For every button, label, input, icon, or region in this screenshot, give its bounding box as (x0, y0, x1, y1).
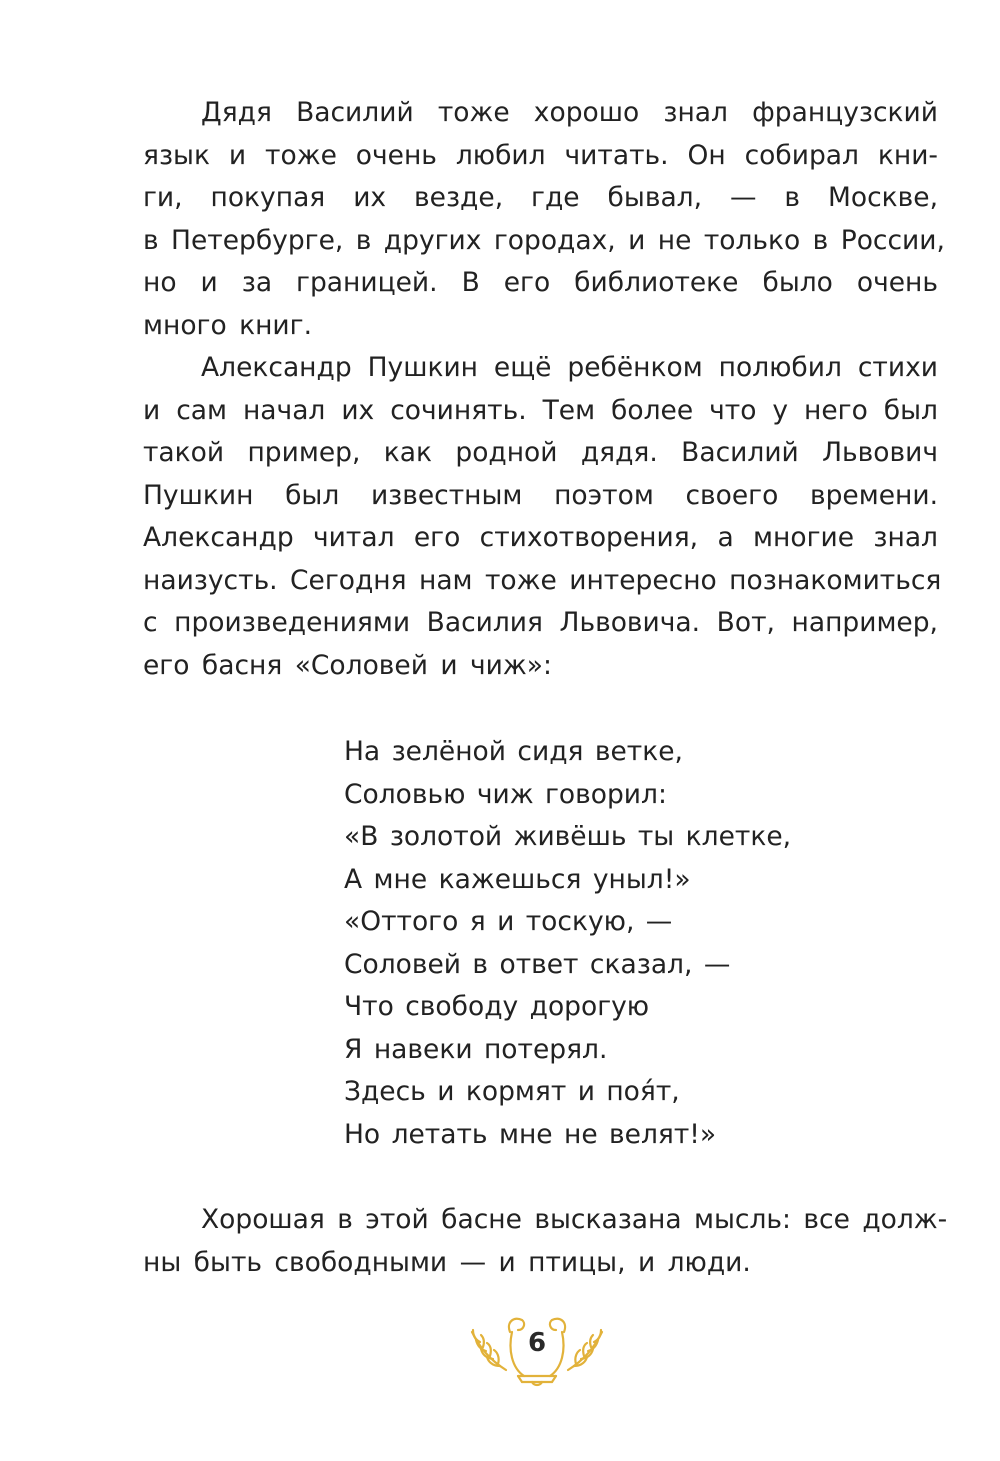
text-line: ги, покупая их везде, где бывал, — в Москве, (143, 182, 938, 213)
text-line: с произведениями Василия Львовича. Вот, например, (143, 607, 938, 638)
page-number-ornament (462, 1310, 612, 1390)
poem-nightingale-and-siskin (344, 731, 791, 1156)
text-line: и сам начал их сочинять. Тем более что у него был (143, 394, 938, 426)
poem-line: А мне кажешься уныл!» (344, 863, 691, 895)
text-line: Хорошая в этой басне высказана мысль: все долж- (201, 1204, 948, 1235)
poem-line: На зелёной сидя ветке, (344, 736, 683, 767)
text-line: в Петербурге, в других городах, и не только в России, (143, 224, 945, 256)
poem-line: «Оттого я и тоскую, — (344, 906, 673, 937)
page-number: 6 (527, 1328, 547, 1358)
text-line: ны быть свободными — и птицы, и люди. (143, 1246, 751, 1278)
poem-line: Но летать мне не велят!» (344, 1118, 717, 1150)
text-line: Александр Пушкин ещё ребёнком полюбил стихи (201, 352, 938, 383)
text-line: но и за границей. В его библиотеке было очень (143, 267, 938, 298)
poem-line: Соловью чиж говорил: (344, 778, 667, 810)
text-line: наизусть. Сегодня нам тоже интересно познакомиться (143, 564, 942, 596)
text-line: его басня «Соловей и чиж»: (143, 649, 552, 681)
paragraph-uncle-vasily (143, 92, 945, 347)
paragraph-alexander-pushkin (143, 347, 942, 687)
poem-line: Соловей в ответ сказал, — (344, 948, 731, 980)
poem-line: «В золотой живёшь ты клетке, (344, 821, 792, 852)
poem-line: Что свободу дорогую (344, 991, 650, 1022)
text-line: много книг. (143, 309, 312, 341)
text-line: Пушкин был известным поэтом своего времени. (143, 479, 938, 511)
text-line: Александр читал его стихотворения, а многие знал (143, 522, 938, 553)
poem-line: Здесь и кормят и поя́т, (344, 1076, 680, 1107)
text-line: такой пример, как родной дядя. Василий Львович (143, 437, 938, 468)
poem-line: Я навеки потерял. (344, 1033, 608, 1065)
text-line: язык и тоже очень любил читать. Он собирал кни- (143, 139, 938, 171)
paragraph-conclusion (143, 1199, 948, 1284)
text-line: Дядя Василий тоже хорошо знал французский (201, 97, 938, 128)
